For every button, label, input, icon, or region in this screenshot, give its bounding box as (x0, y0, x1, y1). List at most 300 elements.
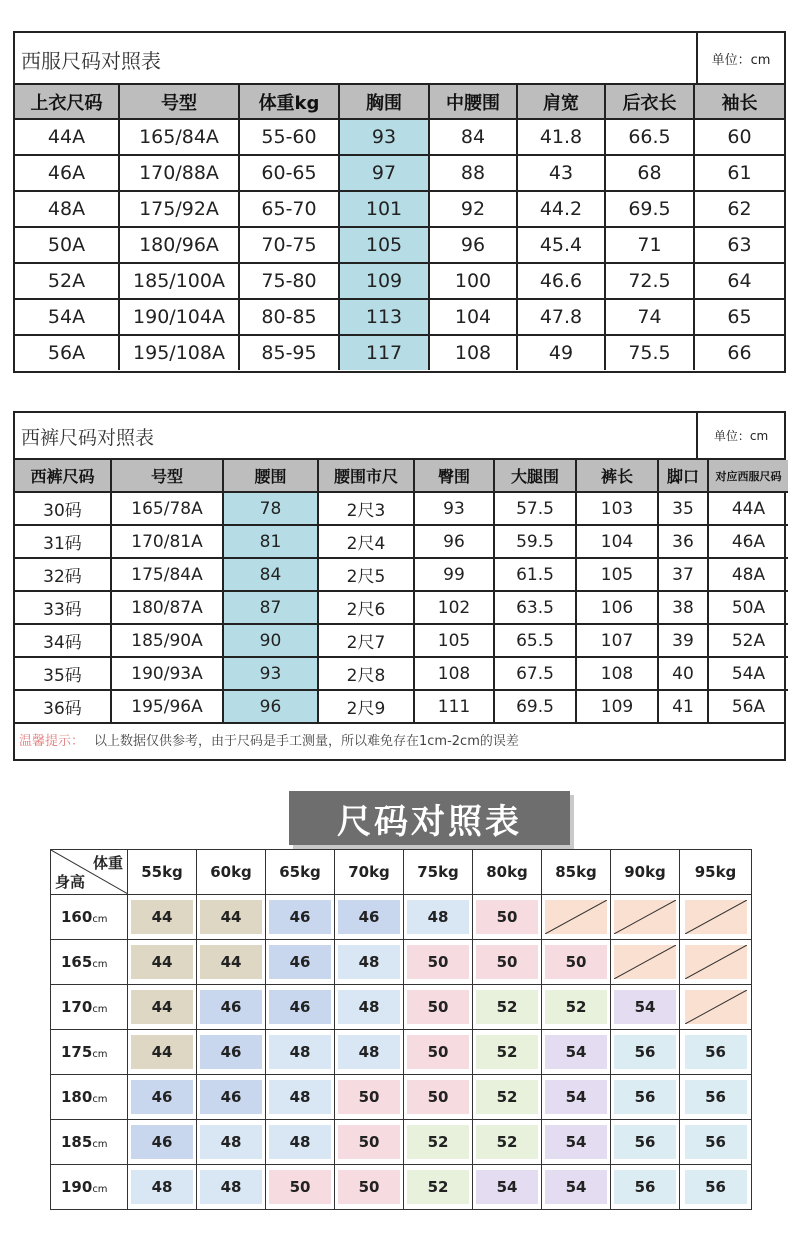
tip-text: 以上数据仅供参考，由于尺码是手工测量，所以难免存在1cm-2cm的误差 (94, 733, 519, 749)
pants-cell: 105 (414, 624, 494, 657)
chart-height-row (51, 1165, 752, 1210)
suit-cell: 41.8 (517, 119, 605, 155)
chart-cell (542, 1030, 611, 1075)
chart-cell (542, 940, 611, 985)
suit-cell: 43 (517, 155, 605, 191)
pants-cell: 36 (658, 525, 708, 558)
chart-cell (404, 985, 473, 1030)
chart-cell (197, 1030, 266, 1075)
suit-column-header: 胸围 (339, 85, 429, 119)
size-value: 56 (685, 1125, 747, 1159)
pants-cell: 63.5 (494, 591, 576, 624)
pants-cell: 44A (708, 492, 788, 525)
size-value: 50 (476, 900, 538, 934)
suit-cell: 46A (15, 155, 119, 191)
chart-cell (473, 895, 542, 940)
suit-cell: 69.5 (605, 191, 694, 227)
chart-height-header (51, 940, 128, 985)
pants-cell: 107 (576, 624, 658, 657)
pants-cell: 48A (708, 558, 788, 591)
suit-cell: 80-85 (239, 299, 339, 335)
suit-cell: 190/104A (119, 299, 239, 335)
pants-cell: 93 (414, 492, 494, 525)
chart-cell (542, 895, 611, 940)
chart-cell (197, 940, 266, 985)
pants-column-header: 腰围 (223, 460, 318, 492)
suit-column-header: 上衣尺码 (15, 85, 119, 119)
chart-cell (680, 1120, 752, 1165)
pants-table-row (15, 492, 788, 525)
size-value: 46 (200, 990, 262, 1024)
chart-cell (404, 1165, 473, 1210)
suit-cell: 65-70 (239, 191, 339, 227)
height-unit: cm (92, 914, 108, 925)
suit-column-header: 后衣长 (605, 85, 694, 119)
size-value: 56 (614, 1125, 676, 1159)
height-unit: cm (92, 1004, 108, 1015)
pants-cell: 50A (708, 591, 788, 624)
suit-cell: 195/108A (119, 335, 239, 370)
suit-cell: 60-65 (239, 155, 339, 191)
pants-cell: 30码 (15, 492, 111, 525)
suit-cell: 63 (694, 227, 784, 263)
pants-table-row (15, 624, 788, 657)
suit-cell: 72.5 (605, 263, 694, 299)
suit-table-header-bar (15, 33, 784, 85)
size-value: 44 (131, 945, 193, 979)
pants-cell: 87 (223, 591, 318, 624)
pants-cell: 2尺4 (318, 525, 414, 558)
size-value: 48 (338, 990, 400, 1024)
chart-cell (197, 1165, 266, 1210)
size-value: 48 (407, 900, 469, 934)
chart-cell (197, 985, 266, 1030)
pants-tip (15, 722, 784, 754)
size-value: 46 (200, 1080, 262, 1114)
suit-cell: 85-95 (239, 335, 339, 370)
pants-cell: 165/78A (111, 492, 223, 525)
chart-cell (680, 1075, 752, 1120)
suit-grid (15, 85, 784, 370)
pants-header-row (15, 460, 788, 492)
suit-cell: 60 (694, 119, 784, 155)
suit-cell: 61 (694, 155, 784, 191)
chart-weight-header: 55kg (128, 850, 197, 895)
size-value: 52 (407, 1170, 469, 1204)
pants-cell: 102 (414, 591, 494, 624)
chart-weight-header: 65kg (266, 850, 335, 895)
pants-cell: 38 (658, 591, 708, 624)
suit-cell: 71 (605, 227, 694, 263)
size-value: 46 (269, 900, 331, 934)
suit-cell: 66 (694, 335, 784, 370)
chart-cell (266, 1165, 335, 1210)
pants-cell: 185/90A (111, 624, 223, 657)
suit-table-row (15, 263, 784, 299)
size-value: 48 (269, 1035, 331, 1069)
pants-size-table (13, 411, 786, 761)
not-available-cell (614, 900, 676, 934)
pants-cell: 39 (658, 624, 708, 657)
chart-cell (404, 1075, 473, 1120)
pants-column-header: 裤长 (576, 460, 658, 492)
suit-table-title: 西服尺码对照表 (21, 49, 161, 73)
pants-cell: 2尺3 (318, 492, 414, 525)
suit-cell: 44.2 (517, 191, 605, 227)
size-value: 56 (614, 1080, 676, 1114)
tip-label: 温馨提示： (19, 733, 85, 749)
size-value: 52 (407, 1125, 469, 1159)
chart-cell (128, 940, 197, 985)
chart-cell (128, 985, 197, 1030)
pants-cell: 93 (223, 657, 318, 690)
suit-cell: 88 (429, 155, 517, 191)
chart-cell (542, 1075, 611, 1120)
suit-size-table (13, 31, 786, 373)
chart-weight-header: 60kg (197, 850, 266, 895)
pants-cell: 57.5 (494, 492, 576, 525)
chart-corner-cell (51, 850, 128, 895)
chart-weight-header: 75kg (404, 850, 473, 895)
pants-cell: 69.5 (494, 690, 576, 722)
pants-cell: 40 (658, 657, 708, 690)
suit-cell: 68 (605, 155, 694, 191)
chart-cell (128, 1030, 197, 1075)
pants-cell: 67.5 (494, 657, 576, 690)
pants-table-title: 西裤尺码对照表 (21, 427, 155, 449)
size-value: 48 (269, 1080, 331, 1114)
chart-cell (611, 1120, 680, 1165)
suit-cell: 66.5 (605, 119, 694, 155)
size-value: 48 (338, 945, 400, 979)
pants-cell: 90 (223, 624, 318, 657)
suit-column-header: 体重kg (239, 85, 339, 119)
pants-cell: 2尺8 (318, 657, 414, 690)
chart-height-header (51, 1030, 128, 1075)
suit-cell: 56A (15, 335, 119, 370)
pants-cell: 170/81A (111, 525, 223, 558)
pants-column-header: 脚口 (658, 460, 708, 492)
size-value: 48 (269, 1125, 331, 1159)
suit-cell: 45.4 (517, 227, 605, 263)
chart-height-row (51, 1120, 752, 1165)
height-value: 160 (61, 908, 93, 926)
chart-cell (266, 895, 335, 940)
chart-cell (335, 895, 404, 940)
corner-height-label: 身高 (55, 873, 86, 891)
pants-table-row (15, 591, 788, 624)
suit-cell: 65 (694, 299, 784, 335)
chart-cell (473, 1075, 542, 1120)
size-value: 52 (476, 1080, 538, 1114)
suit-cell: 92 (429, 191, 517, 227)
size-value: 50 (407, 1080, 469, 1114)
size-value: 50 (407, 945, 469, 979)
slash-mark (685, 990, 747, 1024)
chart-height-row (51, 1030, 752, 1075)
height-unit: cm (92, 1184, 108, 1195)
suit-cell: 93 (339, 119, 429, 155)
pants-cell: 34码 (15, 624, 111, 657)
chart-cell (197, 1120, 266, 1165)
size-value: 54 (614, 990, 676, 1024)
pants-table-row (15, 690, 788, 722)
suit-cell: 185/100A (119, 263, 239, 299)
suit-cell: 62 (694, 191, 784, 227)
chart-cell (404, 895, 473, 940)
pants-table-row (15, 525, 788, 558)
chart-cell (611, 1075, 680, 1120)
suit-cell: 52A (15, 263, 119, 299)
pants-cell: 2尺9 (318, 690, 414, 722)
suit-cell: 47.8 (517, 299, 605, 335)
size-value: 54 (545, 1170, 607, 1204)
chart-cell (680, 1165, 752, 1210)
size-value: 56 (614, 1170, 676, 1204)
suit-table-row (15, 227, 784, 263)
pants-cell: 52A (708, 624, 788, 657)
pants-cell: 32码 (15, 558, 111, 591)
size-value: 56 (614, 1035, 676, 1069)
pants-cell: 195/96A (111, 690, 223, 722)
pants-cell: 108 (576, 657, 658, 690)
suit-table-row (15, 119, 784, 155)
suit-column-header: 号型 (119, 85, 239, 119)
chart-cell (404, 1030, 473, 1075)
suit-cell: 70-75 (239, 227, 339, 263)
not-available-cell (545, 900, 607, 934)
suit-cell: 100 (429, 263, 517, 299)
suit-cell: 101 (339, 191, 429, 227)
not-available-cell (685, 945, 747, 979)
chart-weight-header: 80kg (473, 850, 542, 895)
suit-cell: 108 (429, 335, 517, 370)
suit-cell: 113 (339, 299, 429, 335)
chart-height-header (51, 1075, 128, 1120)
chart-weight-header: 85kg (542, 850, 611, 895)
pants-column-header: 对应西服尺码 (708, 460, 788, 492)
height-value: 185 (61, 1133, 93, 1151)
pants-cell: 35码 (15, 657, 111, 690)
pants-cell: 46A (708, 525, 788, 558)
suit-table-row (15, 191, 784, 227)
pants-cell: 99 (414, 558, 494, 591)
chart-height-row (51, 1075, 752, 1120)
suit-column-header: 中腰围 (429, 85, 517, 119)
chart-cell (128, 1120, 197, 1165)
pants-cell: 180/87A (111, 591, 223, 624)
height-value: 170 (61, 998, 93, 1016)
chart-cell (128, 1075, 197, 1120)
chart-cell (404, 1120, 473, 1165)
chart-cell (542, 985, 611, 1030)
size-value: 56 (685, 1170, 747, 1204)
size-value: 52 (545, 990, 607, 1024)
pants-cell: 56A (708, 690, 788, 722)
chart-height-header (51, 895, 128, 940)
pants-cell: 54A (708, 657, 788, 690)
suit-table-row (15, 155, 784, 191)
pants-column-header: 西裤尺码 (15, 460, 111, 492)
height-unit: cm (92, 1049, 108, 1060)
pants-cell: 33码 (15, 591, 111, 624)
slash-mark (545, 900, 607, 934)
chart-cell (473, 985, 542, 1030)
suit-header-row (15, 85, 784, 119)
pants-cell: 103 (576, 492, 658, 525)
pants-cell: 36码 (15, 690, 111, 722)
size-value: 46 (200, 1035, 262, 1069)
chart-cell (335, 940, 404, 985)
size-value: 48 (338, 1035, 400, 1069)
size-value: 54 (545, 1080, 607, 1114)
chart-cell (266, 1075, 335, 1120)
pants-cell: 96 (414, 525, 494, 558)
chart-cell (266, 940, 335, 985)
size-chart-title: 尺码对照表 (289, 791, 570, 845)
chart-height-row (51, 895, 752, 940)
size-value: 44 (200, 945, 262, 979)
suit-cell: 46.6 (517, 263, 605, 299)
pants-cell: 37 (658, 558, 708, 591)
size-value: 46 (269, 945, 331, 979)
suit-cell: 74 (605, 299, 694, 335)
pants-cell: 84 (223, 558, 318, 591)
suit-cell: 175/92A (119, 191, 239, 227)
chart-cell (335, 1120, 404, 1165)
suit-cell: 64 (694, 263, 784, 299)
chart-cell (335, 1030, 404, 1075)
height-unit: cm (92, 1139, 108, 1150)
pants-column-header: 腰围市尺 (318, 460, 414, 492)
size-value: 54 (545, 1035, 607, 1069)
pants-cell: 81 (223, 525, 318, 558)
suit-cell: 49 (517, 335, 605, 370)
chart-cell (680, 940, 752, 985)
height-weight-chart (50, 849, 752, 1210)
chart-height-row (51, 985, 752, 1030)
pants-table-unit: 单位：cm (696, 413, 784, 458)
suit-cell: 117 (339, 335, 429, 370)
size-value: 44 (131, 990, 193, 1024)
size-value: 48 (200, 1125, 262, 1159)
size-value: 50 (545, 945, 607, 979)
size-value: 52 (476, 990, 538, 1024)
chart-weight-header: 90kg (611, 850, 680, 895)
chart-cell (680, 985, 752, 1030)
size-value: 46 (131, 1125, 193, 1159)
chart-weight-header: 95kg (680, 850, 752, 895)
pants-cell: 78 (223, 492, 318, 525)
chart-cell (404, 940, 473, 985)
suit-table-row (15, 335, 784, 370)
chart-cell (197, 1075, 266, 1120)
size-value: 46 (338, 900, 400, 934)
pants-cell: 2尺5 (318, 558, 414, 591)
chart-cell (335, 1075, 404, 1120)
chart-cell (680, 1030, 752, 1075)
suit-table-row (15, 299, 784, 335)
pants-cell: 96 (223, 690, 318, 722)
chart-weight-header: 70kg (335, 850, 404, 895)
not-available-cell (614, 945, 676, 979)
chart-cell (611, 985, 680, 1030)
pants-cell: 59.5 (494, 525, 576, 558)
size-value: 50 (476, 945, 538, 979)
not-available-cell (685, 990, 747, 1024)
suit-cell: 105 (339, 227, 429, 263)
chart-height-header (51, 985, 128, 1030)
height-unit: cm (92, 959, 108, 970)
size-value: 44 (200, 900, 262, 934)
pants-cell: 109 (576, 690, 658, 722)
pants-cell: 2尺7 (318, 624, 414, 657)
chart-cell (473, 1120, 542, 1165)
pants-cell: 31码 (15, 525, 111, 558)
size-value: 46 (269, 990, 331, 1024)
chart-cell (542, 1165, 611, 1210)
pants-cell: 65.5 (494, 624, 576, 657)
size-value: 56 (685, 1035, 747, 1069)
size-value: 50 (338, 1170, 400, 1204)
corner-weight-label: 体重 (92, 854, 123, 872)
chart-cell (611, 1030, 680, 1075)
pants-cell: 2尺6 (318, 591, 414, 624)
size-value: 52 (476, 1035, 538, 1069)
slash-mark (685, 945, 747, 979)
slash-mark (614, 945, 676, 979)
size-value: 48 (131, 1170, 193, 1204)
pants-column-header: 号型 (111, 460, 223, 492)
size-value: 44 (131, 900, 193, 934)
suit-cell: 180/96A (119, 227, 239, 263)
size-value: 54 (545, 1125, 607, 1159)
chart-cell (611, 895, 680, 940)
slash-mark (685, 900, 747, 934)
pants-grid (15, 460, 788, 722)
suit-cell: 170/88A (119, 155, 239, 191)
suit-cell: 165/84A (119, 119, 239, 155)
pants-table-header-bar (15, 413, 784, 460)
size-value: 54 (476, 1170, 538, 1204)
chart-cell (197, 895, 266, 940)
chart-cell (611, 1165, 680, 1210)
height-value: 175 (61, 1043, 93, 1061)
pants-column-header: 臀围 (414, 460, 494, 492)
pants-cell: 105 (576, 558, 658, 591)
pants-cell: 41 (658, 690, 708, 722)
suit-cell: 50A (15, 227, 119, 263)
chart-cell (128, 895, 197, 940)
chart-height-header (51, 1120, 128, 1165)
size-value: 46 (131, 1080, 193, 1114)
pants-cell: 190/93A (111, 657, 223, 690)
pants-cell: 106 (576, 591, 658, 624)
pants-cell: 61.5 (494, 558, 576, 591)
chart-cell (473, 940, 542, 985)
chart-height-row (51, 940, 752, 985)
suit-column-header: 肩宽 (517, 85, 605, 119)
chart-weight-row (51, 850, 752, 895)
chart-cell (473, 1030, 542, 1075)
chart-cell (128, 1165, 197, 1210)
suit-cell: 48A (15, 191, 119, 227)
size-value: 56 (685, 1080, 747, 1114)
suit-table-unit: 单位：cm (696, 33, 784, 83)
suit-cell: 96 (429, 227, 517, 263)
pants-cell: 104 (576, 525, 658, 558)
suit-cell: 55-60 (239, 119, 339, 155)
